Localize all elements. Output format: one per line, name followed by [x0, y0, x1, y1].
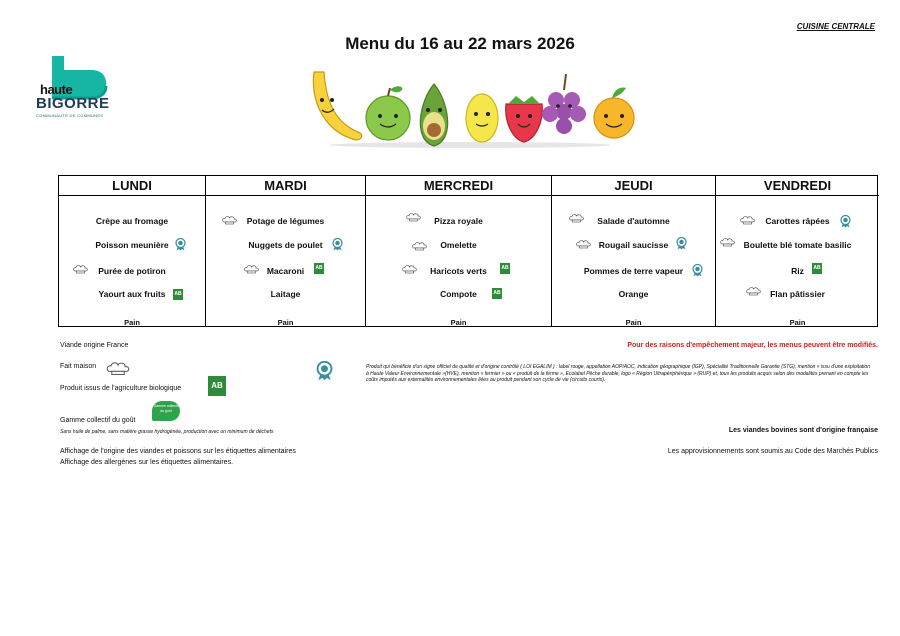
dish-plat: Poisson meunière: [95, 240, 169, 250]
bio-ab-icon: AB: [173, 289, 183, 300]
bread-label: Pain: [124, 318, 140, 327]
marches-publics-note: Les approvisionnements sont soumis au Code des Marchés Publics: [667, 448, 878, 455]
dish-dessert: Orange: [618, 289, 649, 299]
bread-label: Pain: [789, 318, 806, 327]
dish-entree: Salade d'automne: [597, 216, 670, 226]
dish-entree: Pizza royale: [434, 216, 483, 226]
dish-dessert: Compote: [440, 289, 477, 299]
legend-fait-maison: Fait maison: [60, 363, 97, 370]
quality-label-icon: [175, 238, 186, 251]
fait-maison-icon: [106, 362, 130, 376]
legend-affichage-origine: Affichage de l'origine des viandes et poissons sur les étiquettes alimentaires: [60, 448, 296, 455]
menu-table: [58, 175, 878, 327]
legend-gamme: Gamme collectif du goût: [60, 417, 136, 424]
dish-dessert: Flan pâtissier: [770, 289, 825, 299]
day-header: VENDREDI: [716, 176, 879, 196]
dish-plat: Boulette blé tomate basilic: [743, 240, 852, 250]
bio-ab-icon: AB: [208, 376, 226, 396]
bio-ab-icon: AB: [492, 288, 502, 299]
day-column-vendredi: [716, 176, 879, 326]
legend-gamme-detail: Sans huile de palme, sans matière grasse hydrogénée, production avec un minimum de déchets: [60, 429, 274, 435]
quality-label-icon: [676, 237, 687, 250]
day-column-jeudi: [552, 176, 716, 326]
day-header: LUNDI: [59, 176, 205, 196]
day-column-lundi: [59, 176, 206, 326]
dish-accompagnement: Macaroni: [266, 266, 305, 276]
bread-label: Pain: [625, 318, 642, 327]
quality-label-icon: [332, 238, 343, 251]
quality-label-icon: [840, 215, 851, 228]
dish-plat: Nuggets de poulet: [248, 240, 323, 250]
legend-bio: Produit issus de l'agriculture biologique: [60, 385, 182, 392]
dish-plat: Rougail saucisse: [598, 240, 669, 250]
bread-label: Pain: [450, 318, 467, 327]
dish-entree: Carottes râpées: [765, 216, 830, 226]
day-header: MARDI: [206, 176, 365, 196]
bio-ab-icon: AB: [500, 263, 510, 274]
quality-label-icon: [316, 361, 333, 381]
bio-ab-icon: AB: [812, 263, 822, 274]
bread-label: Pain: [277, 318, 294, 327]
kitchen-label: CUISINE CENTRALE: [796, 22, 875, 31]
dish-dessert: Yaourt aux fruits: [98, 289, 166, 299]
bio-ab-icon: AB: [314, 263, 324, 274]
page-title: Menu du 16 au 22 mars 2026: [345, 34, 575, 53]
day-header: MERCREDI: [366, 176, 551, 196]
fruits-illustration: [300, 60, 645, 155]
logo-text-bigorre: BIGORRE: [36, 95, 110, 112]
legend-affichage-allergenes: Affichage des allergènes sur les étiquettes alimentaires.: [60, 459, 234, 466]
legend-viande-france: Viande origine France: [60, 342, 129, 349]
dish-accompagnement: Riz: [791, 266, 804, 276]
gamme-collectif-badge: Gamme collectif du goût: [152, 401, 180, 421]
day-column-mardi: [206, 176, 366, 326]
logo-text-communaute: COMMUNAUTÉ DE COMMUNES: [36, 113, 104, 118]
bovines-note: Les viandes bovines sont d'origine française: [728, 427, 878, 434]
egalim-note: Produit qui bénéficie d'un signe officiel de qualité et d'origine contrôlé ( LOI EGALIM ) : label rouge, appellation AOP/AOC, indication géographique (IGP), Spécialité Traditionnelle Garantie (STG), mention « issu d'une exploitation à Haute Valeur Environnementale »(HVE), mention « fermier » ou « produit de la ferme », Ecolabel Pêche durable, logo « Région Ultrapériphérique » (RUP) et, tous les produits acquis selon des modalités prenant en compte les coûts imputés aux externalités environnementales liées au produit pendant son cycle de vie (circuits courts).: [366, 364, 870, 383]
dish-accompagnement: Purée de potiron: [98, 266, 166, 276]
day-column-mercredi: [366, 176, 552, 326]
dish-accompagnement: Pommes de terre vapeur: [583, 266, 684, 276]
dish-entree: Crèpe au fromage: [95, 216, 169, 226]
dish-dessert: Laitage: [270, 289, 301, 299]
menu-change-warning: Pour des raisons d'empêchement majeur, les menus peuvent être modifiés.: [627, 342, 878, 349]
day-header: JEUDI: [552, 176, 715, 196]
dish-plat: Omelette: [440, 240, 477, 250]
quality-label-icon: [692, 264, 703, 277]
dish-entree: Potage de légumes: [246, 216, 325, 226]
dish-accompagnement: Haricots verts: [430, 266, 487, 276]
logo-text-haute: haute: [40, 82, 73, 97]
